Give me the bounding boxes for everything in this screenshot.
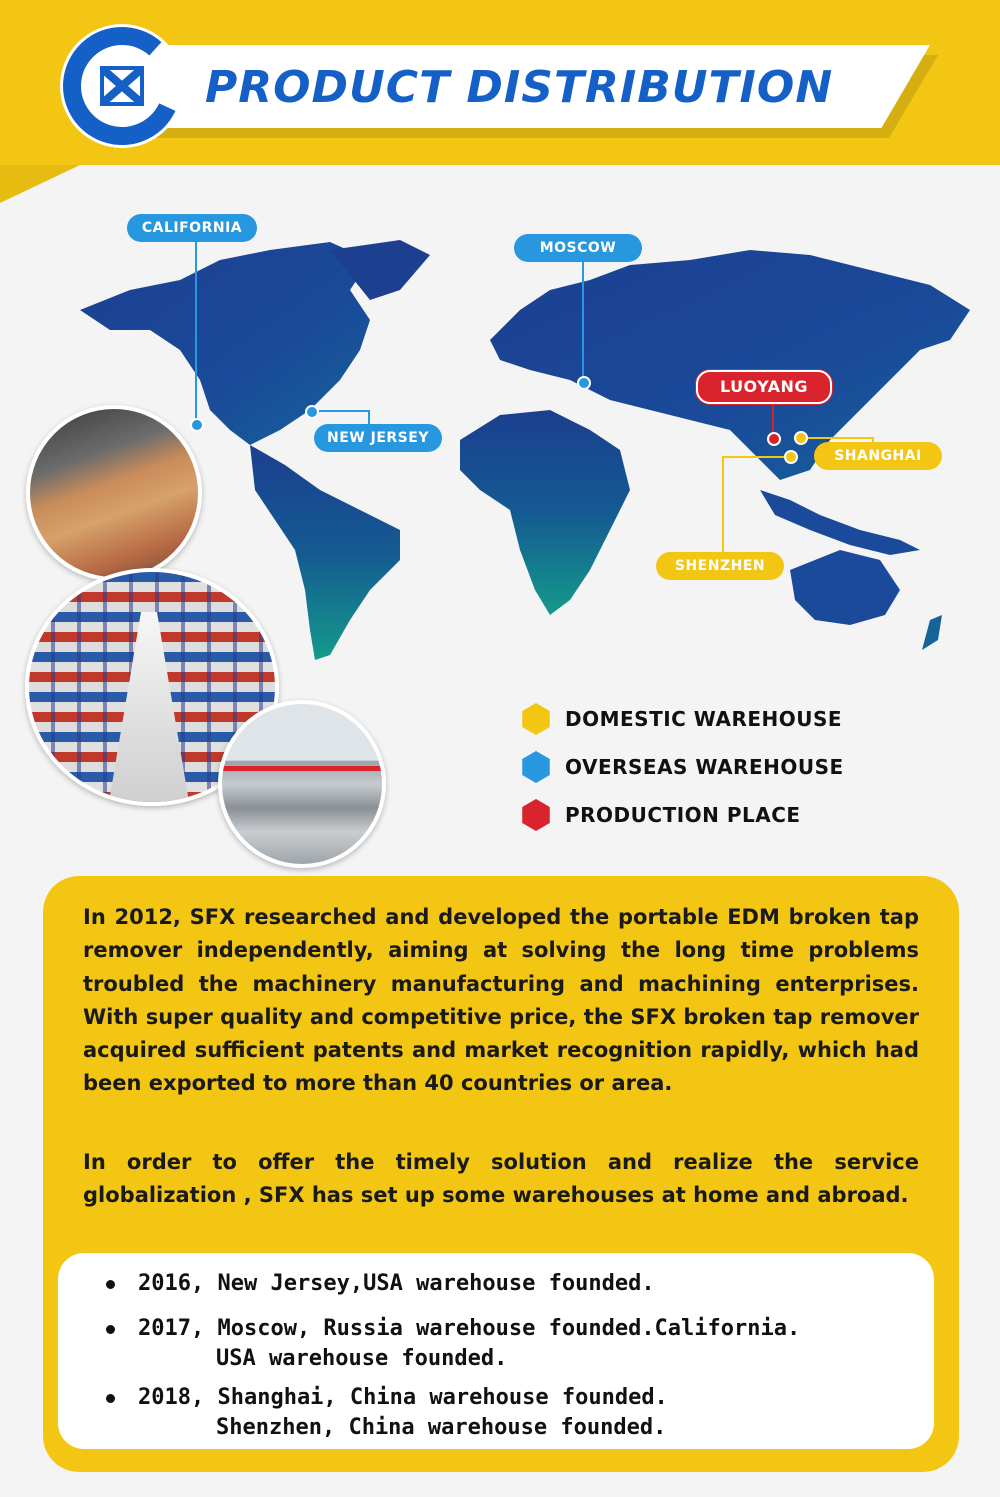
bullet-icon xyxy=(106,1325,115,1334)
leader-line-shanghai-drop xyxy=(872,437,874,443)
building-stripe xyxy=(222,766,382,771)
page-title: PRODUCT DISTRIBUTION xyxy=(205,62,834,113)
pin-dot-shenzhen xyxy=(784,450,798,464)
bullet-icon xyxy=(106,1280,115,1289)
header-band-tail xyxy=(0,165,80,203)
legend-production-label: PRODUCTION PLACE xyxy=(565,803,801,827)
info-panel xyxy=(43,876,959,1472)
timeline-box xyxy=(58,1253,934,1449)
new-zealand-shape xyxy=(922,615,942,650)
intro-paragraph: In 2012, SFX researched and developed the portable EDM broken tap remover independently, aiming at solving the long time problems troubled the machinery manufacturing and machining enterprises. With super quality and competitive price, the SFX broken tap remover acquired sufficient patents and market recognition rapidly, which had been exported to more than 40 countries or area. xyxy=(83,905,919,1096)
leader-line-shenzhen xyxy=(722,456,724,552)
legend-overseas xyxy=(520,749,900,783)
legend-domestic-label: DOMESTIC WAREHOUSE xyxy=(565,707,843,731)
pin-dot-new-jersey xyxy=(305,405,319,419)
warehouse-paragraph: In order to offer the timely solution and realize the service globalization , SFX has set up some warehouses at home and abroad. xyxy=(83,1150,919,1208)
domestic-hexagon-icon xyxy=(520,703,552,735)
legend-production xyxy=(520,797,900,831)
warehouse-aisle xyxy=(109,612,189,802)
timeline-item-2018-line1: 2018, Shanghai, China warehouse founded. xyxy=(138,1385,668,1410)
production-hexagon-icon xyxy=(520,799,552,831)
timeline-item-2018-line2: Shenzhen, China warehouse founded. xyxy=(216,1415,667,1440)
leader-line-moscow xyxy=(582,262,584,380)
pin-label-new-jersey: NEW JERSEY xyxy=(314,424,442,452)
timeline-item-2017-line1: 2017, Moscow, Russia warehouse founded.California. xyxy=(138,1316,801,1341)
south-america-shape xyxy=(250,445,400,660)
africa-shape xyxy=(460,410,630,615)
timeline-item-2017-line2: USA warehouse founded. xyxy=(216,1346,508,1371)
bullet-icon xyxy=(106,1394,115,1403)
pin-label-shenzhen: SHENZHEN xyxy=(656,552,784,580)
overseas-hexagon-icon xyxy=(520,751,552,783)
leader-line-shanghai xyxy=(804,437,874,439)
pin-dot-shanghai xyxy=(794,431,808,445)
leader-line-new-jersey-drop xyxy=(368,410,370,424)
legend-overseas-label: OVERSEAS WAREHOUSE xyxy=(565,755,844,779)
warehouse-worker-photo xyxy=(26,405,202,581)
leader-line-shenzhen-top xyxy=(722,456,788,458)
pin-label-california: CALIFORNIA xyxy=(127,214,257,242)
leader-line-california xyxy=(195,242,197,422)
pin-label-moscow: MOSCOW xyxy=(514,234,642,262)
legend-domestic xyxy=(520,701,900,735)
timeline-item-2016-line1: 2016, New Jersey,USA warehouse founded. xyxy=(138,1271,655,1296)
australia-shape xyxy=(790,550,900,625)
pin-label-luoyang: LUOYANG xyxy=(696,370,832,404)
leader-line-new-jersey xyxy=(312,410,370,412)
pin-label-shanghai: SHANGHAI xyxy=(814,442,942,470)
southeast-asia-shape xyxy=(760,490,920,555)
pin-dot-luoyang xyxy=(767,432,781,446)
pin-dot-moscow xyxy=(577,376,591,390)
sfx-logo-icon xyxy=(58,22,186,150)
warehouse-building-photo xyxy=(218,700,386,868)
pin-dot-california xyxy=(190,418,204,432)
